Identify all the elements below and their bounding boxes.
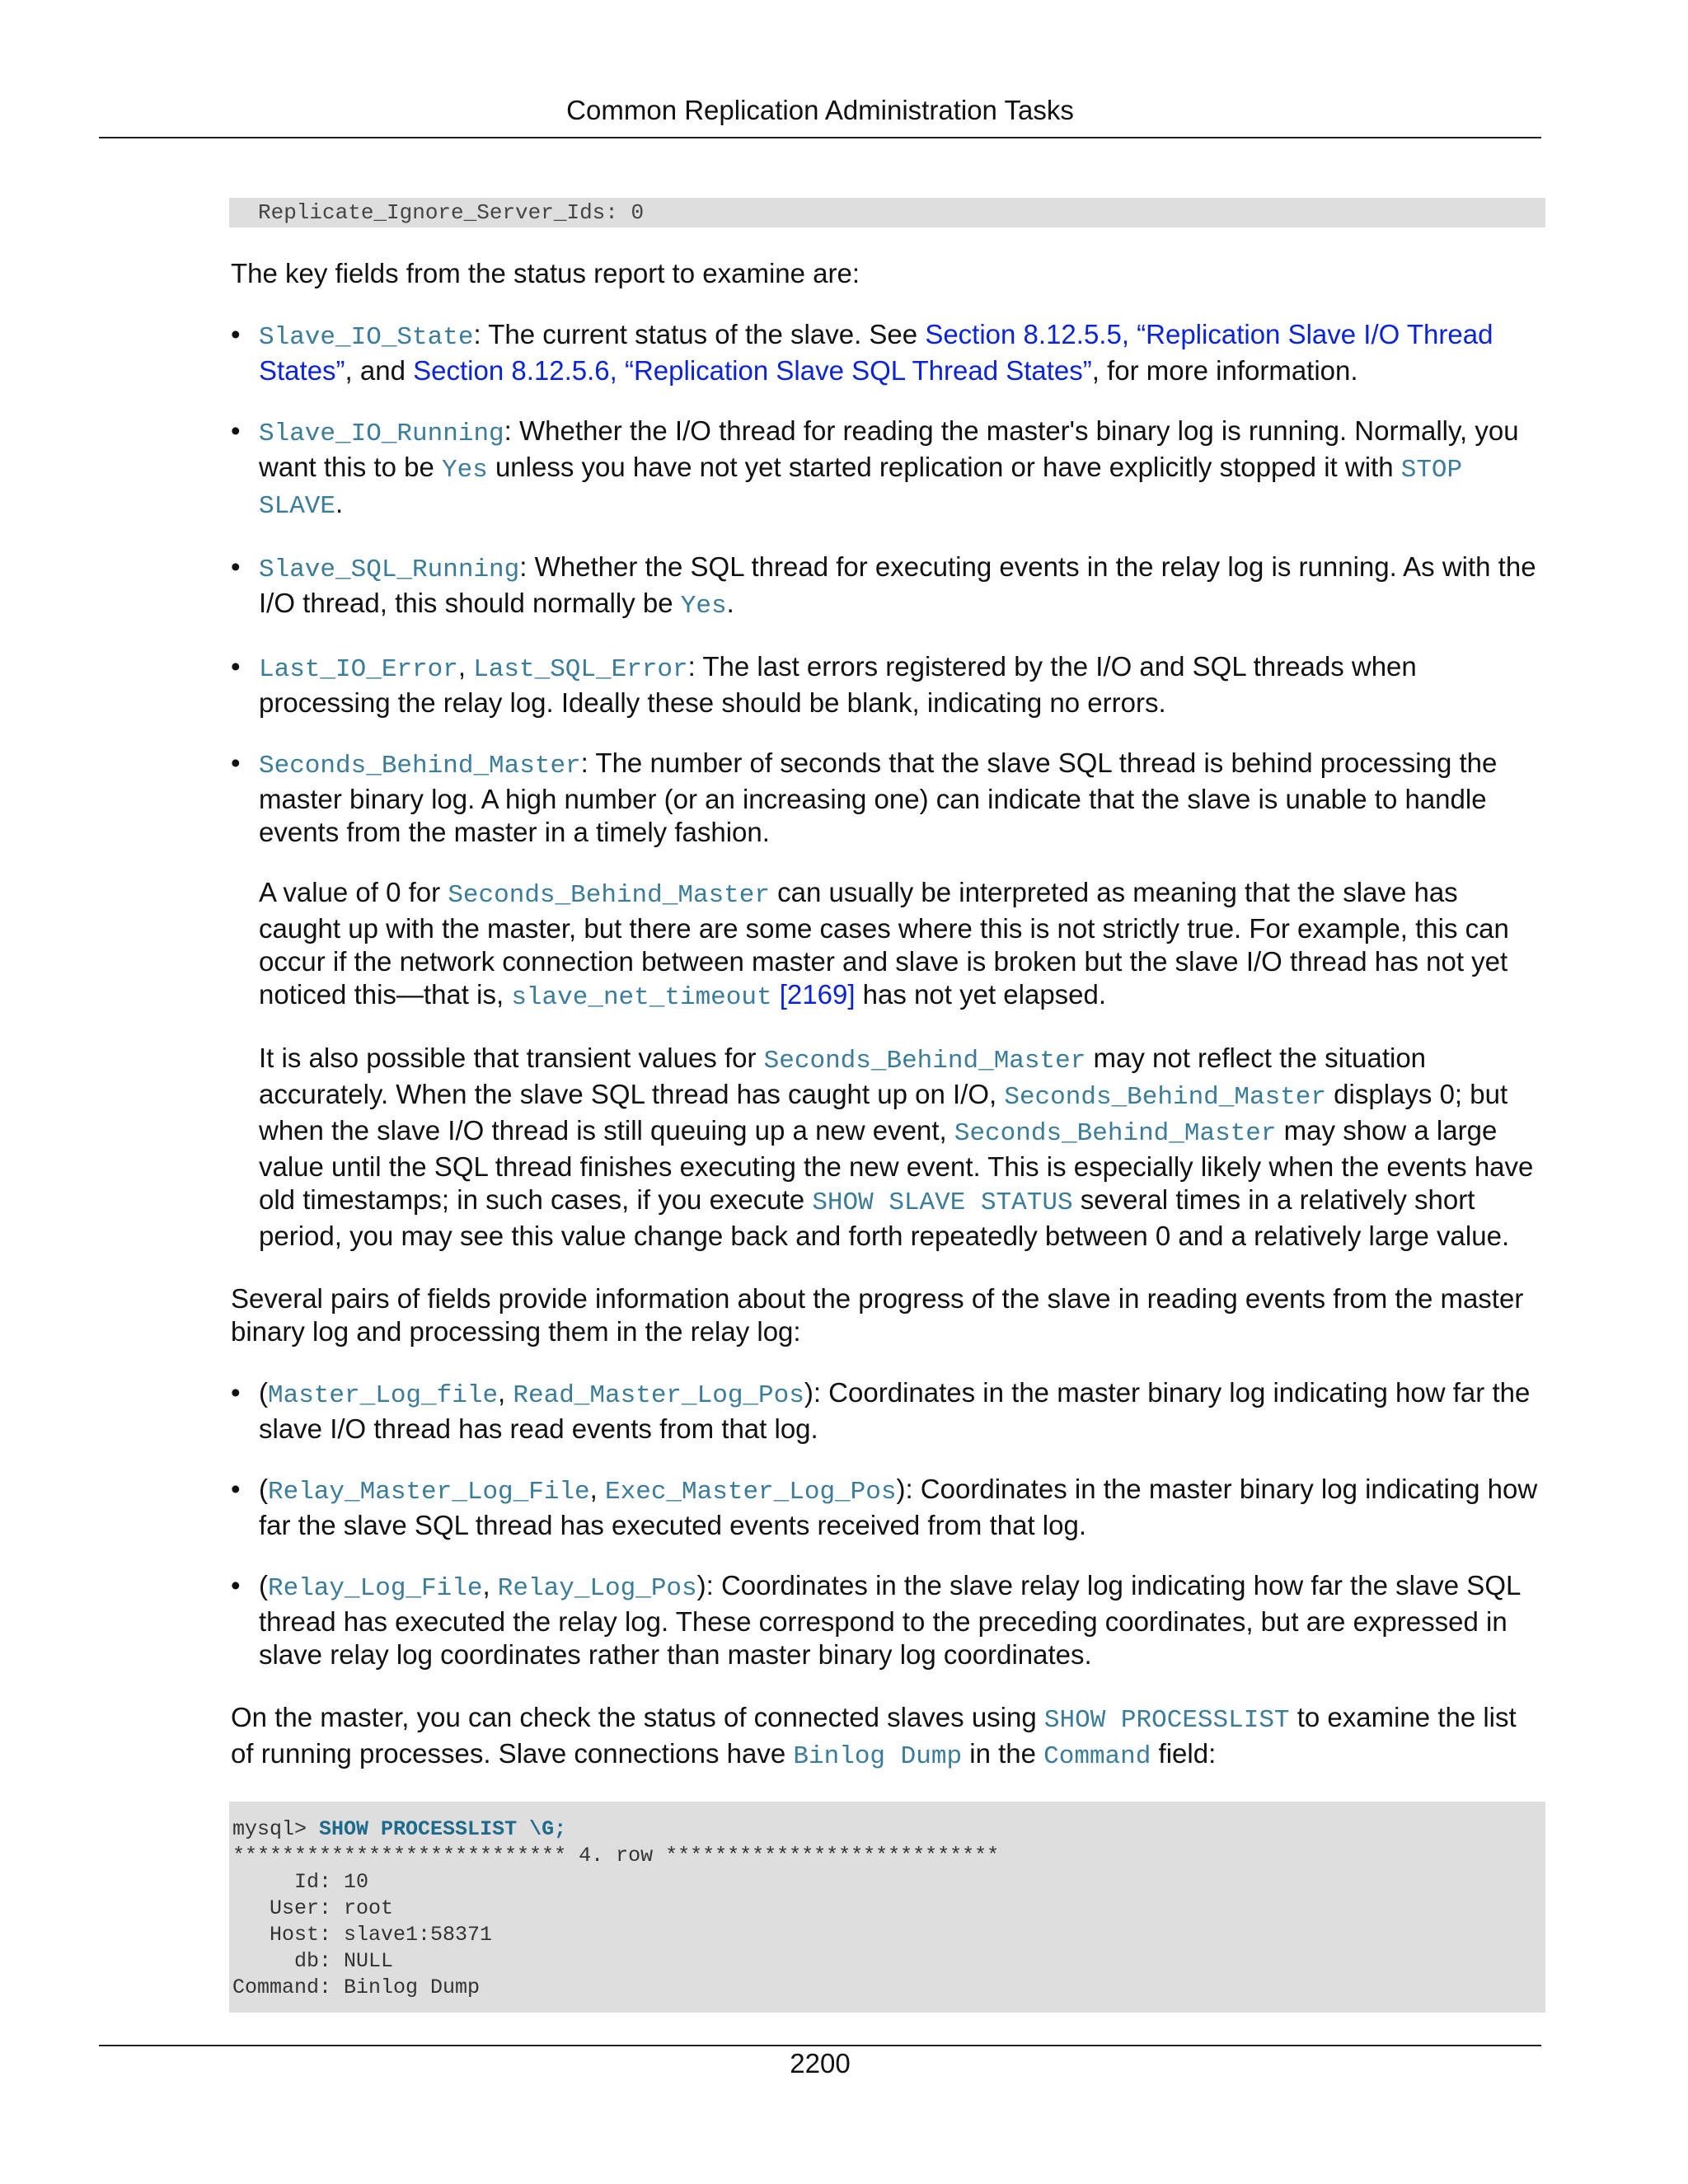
item-text: has not yet elapsed. (855, 979, 1107, 1010)
bullet-icon: • (231, 748, 241, 778)
code-term: Slave_SQL_Running (259, 555, 520, 584)
code-term: SHOW SLAVE STATUS (812, 1188, 1073, 1217)
item-text: ( (259, 1570, 268, 1601)
code-term: Yes (441, 456, 488, 485)
item-text: : The number of seconds that the slave SQL thread is behind processing the master binary log. A high number (or an increasing one) can indicate that the slave is unable to handle events from the master in a timely fashion. (259, 748, 1498, 847)
item-text: , (498, 1377, 513, 1408)
paragraph-text: to examine the list of running processes. Slave connections have (231, 1702, 1517, 1769)
code-term: Relay_Log_File (268, 1574, 483, 1603)
code-term: SHOW PROCESSLIST (1043, 1706, 1290, 1735)
item-text: may not reflect the situation accurately. When the slave SQL thread has caught up on I/O, (259, 1043, 1427, 1109)
list-item (231, 650, 1545, 719)
page-content (231, 198, 1545, 2013)
item-text: , for more information. (1091, 355, 1358, 386)
code-term: Last_IO_Error (259, 655, 458, 684)
code-term: Exec_Master_Log_Pos (605, 1478, 897, 1507)
code-block (229, 1802, 1545, 2013)
code-term: STOP SLAVE (259, 456, 1463, 521)
item-text: : Whether the SQL thread for executing events in the relay log is running. As with the I/O thread, this should normally be (259, 551, 1536, 618)
item-text: unless you have not yet started replication or have explicitly stopped it with (487, 452, 1401, 482)
code-line: Host: slave1:58371 (232, 1923, 493, 1947)
item-text: . (726, 588, 734, 618)
item-paragraph (259, 747, 1545, 849)
item-text: ): Coordinates in the slave relay log indicating how far the slave SQL thread has executed the relay log. These correspond to the preceding coordinates, but are expressed in slave relay log coordinates rather than master binary log coordinates. (259, 1570, 1521, 1670)
code-command: SHOW PROCESSLIST \G; (319, 1817, 567, 1841)
item-text: . (335, 488, 344, 518)
section-link[interactable]: Section 8.12.5.5, “Replication Slave I/O Thread States” (259, 319, 1493, 386)
item-text: It is also possible that transient values for (259, 1043, 764, 1073)
code-term: Seconds_Behind_Master (259, 752, 581, 780)
code-strip: Replicate_Ignore_Server_Ids: 0 (229, 198, 1545, 227)
item-text: : The last errors registered by the I/O and SQL threads when processing the relay log. Ideally these should be blank, indicating no errors. (259, 651, 1417, 718)
reference-link[interactable]: [2169] (779, 979, 856, 1010)
running-header: Common Replication Administration Tasks (566, 95, 1074, 125)
paragraph-text: On the master, you can check the status of connected slaves using (231, 1702, 1044, 1732)
header-rule (99, 137, 1541, 138)
code-term: Seconds_Behind_Master (954, 1119, 1277, 1148)
intro-paragraph: The key fields from the status report to examine are: (231, 258, 860, 288)
code-prompt: mysql> (232, 1817, 320, 1841)
paragraph-text: field: (1151, 1738, 1217, 1769)
code-term: Yes (680, 592, 727, 621)
item-text: ): Coordinates in the master binary log indicating how far the slave SQL thread has executed events received from that log. (259, 1474, 1538, 1540)
code-term: Seconds_Behind_Master (1004, 1083, 1327, 1112)
item-text: ( (259, 1377, 268, 1408)
code-term: Seconds_Behind_Master (763, 1047, 1086, 1076)
item-text: may show a large value until the SQL thread finishes executing the new event. This is especially likely when the events have old timestamps; in such cases, if you execute (259, 1115, 1534, 1215)
item-text: ): Coordinates in the master binary log indicating how far the slave I/O thread has read events from that log. (259, 1377, 1531, 1444)
code-line: User: root (232, 1896, 394, 1920)
item-text: , (482, 1570, 498, 1601)
status-fields-list (231, 318, 1545, 1253)
list-item (231, 415, 1545, 523)
footer-rule (99, 2045, 1541, 2046)
bullet-icon: • (231, 1474, 241, 1504)
code-line: Id: 10 (232, 1870, 369, 1894)
list-item (231, 1569, 1545, 1671)
page-number: 2200 (790, 2048, 851, 2079)
code-term: Read_Master_Log_Pos (513, 1381, 804, 1410)
pairs-intro-paragraph: Several pairs of fields provide information about the progress of the slave in reading events from the master binary log and processing them in the relay log: (231, 1283, 1524, 1347)
list-item (231, 551, 1545, 623)
code-line: db: NULL (232, 1949, 394, 1973)
code-term: Command (1043, 1742, 1151, 1771)
item-text: : The current status of the slave. See (473, 319, 926, 349)
code-term: Master_Log_file (268, 1381, 499, 1410)
bullet-icon: • (231, 1377, 241, 1408)
code-line: *************************** 4. row *************************** (232, 1844, 1000, 1868)
code-line: Command: Binlog Dump (232, 1975, 481, 1999)
code-term: Slave_IO_State (259, 323, 474, 352)
paragraph-text: in the (962, 1738, 1044, 1769)
item-text: displays 0; but when the slave I/O thread is still queuing up a new event, (259, 1079, 1508, 1146)
item-text: , and (345, 355, 414, 386)
code-term: Relay_Log_Pos (497, 1574, 697, 1603)
list-item (231, 1473, 1545, 1542)
item-text: A value of 0 for (259, 877, 448, 907)
bullet-icon: • (231, 415, 241, 446)
master-paragraph (231, 1701, 1545, 1774)
code-term: Relay_Master_Log_File (268, 1478, 590, 1507)
code-term: Binlog Dump (793, 1742, 963, 1771)
item-text: , (457, 651, 474, 682)
list-item (231, 747, 1545, 1253)
item-text: : Whether the I/O thread for reading the master's binary log is running. Normally, you want this to be (259, 415, 1519, 482)
item-text: , (589, 1474, 606, 1504)
code-term: Last_SQL_Error (473, 655, 688, 684)
item-paragraph (259, 876, 1545, 1015)
section-link[interactable]: Section 8.12.5.6, “Replication Slave SQL Thread States” (413, 355, 1092, 386)
item-paragraph (259, 1042, 1545, 1253)
bullet-icon: • (231, 551, 241, 582)
bullet-icon: • (231, 1570, 241, 1601)
coordinate-pairs-list (231, 1376, 1545, 1671)
item-text: ( (259, 1474, 268, 1504)
list-item (231, 1376, 1545, 1446)
code-term: Seconds_Behind_Master (448, 881, 770, 910)
bullet-icon: • (231, 651, 241, 682)
code-term: Slave_IO_Running (259, 419, 504, 448)
list-item (231, 318, 1545, 387)
bullet-icon: • (231, 319, 241, 349)
code-term: slave_net_timeout (511, 983, 772, 1012)
item-text: several times in a relatively short period, you may see this value change back and forth repeatedly between 0 and a relatively large value. (259, 1184, 1510, 1251)
item-text: can usually be interpreted as meaning that the slave has caught up with the master, but there are some cases where this is not strictly true. For example, this can occur if the network connection between master and slave is broken but the slave I/O thread has not yet noticed this—that is, (259, 877, 1509, 1010)
